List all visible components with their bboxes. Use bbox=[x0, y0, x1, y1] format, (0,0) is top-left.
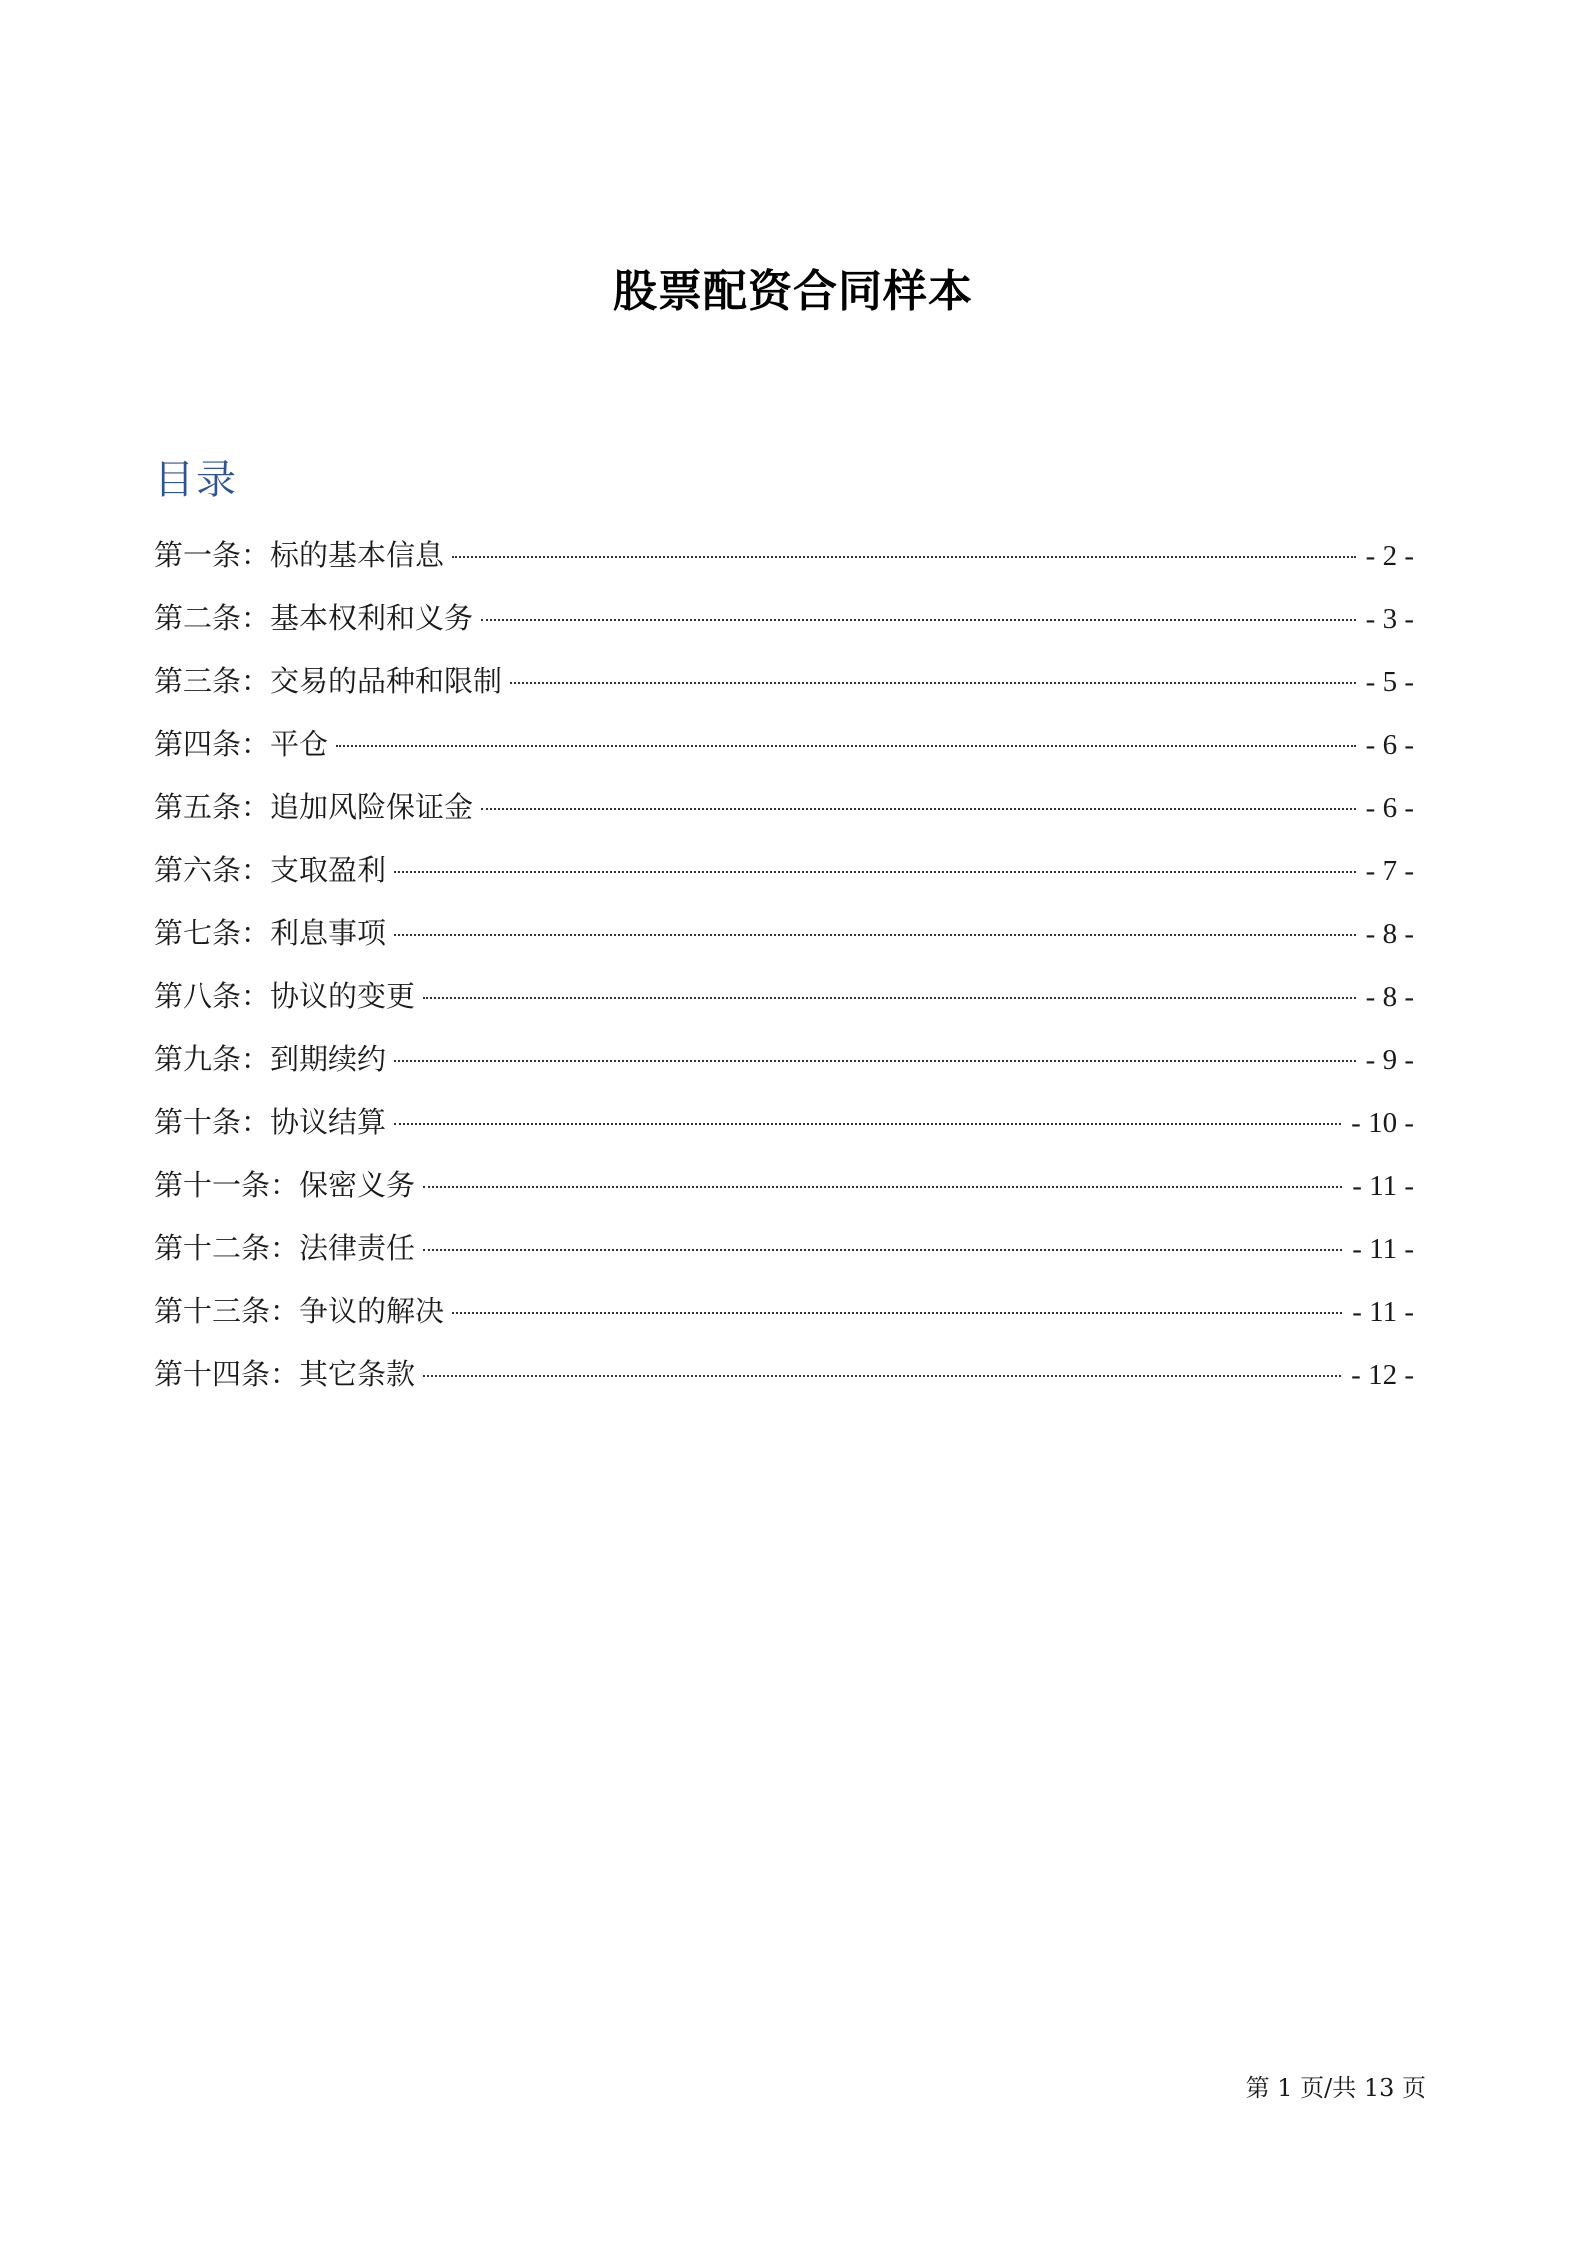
toc-entry-label: 第十一条：保密义务 bbox=[154, 1168, 416, 1202]
toc-entry-1[interactable] bbox=[154, 524, 1414, 587]
toc-entry-label: 第一条：标的基本信息 bbox=[154, 538, 445, 572]
toc-entry-page: - 10 - bbox=[1351, 1107, 1414, 1139]
toc-entry-6[interactable] bbox=[154, 839, 1414, 902]
toc-entry-page: - 7 - bbox=[1365, 855, 1414, 887]
toc-dot-leader bbox=[394, 1123, 1341, 1125]
toc-dot-leader bbox=[510, 682, 1356, 684]
toc-dot-leader bbox=[394, 1060, 1356, 1062]
page-number-footer: 第 1 页/共 13 页 bbox=[1245, 2074, 1426, 2102]
toc-dot-leader bbox=[423, 1186, 1342, 1188]
toc-entry-label: 第二条：基本权利和义务 bbox=[154, 601, 474, 635]
toc-entry-5[interactable] bbox=[154, 776, 1414, 839]
toc-dot-leader bbox=[394, 871, 1356, 873]
toc-dot-leader bbox=[423, 1375, 1341, 1377]
toc-entry-9[interactable] bbox=[154, 1028, 1414, 1091]
toc-entry-label: 第六条：支取盈利 bbox=[154, 853, 387, 887]
toc-dot-leader bbox=[394, 934, 1356, 936]
toc-entry-page: - 5 - bbox=[1365, 666, 1414, 698]
toc-entry-4[interactable] bbox=[154, 713, 1414, 776]
toc-entry-page: - 11 - bbox=[1352, 1170, 1414, 1202]
toc-dot-leader bbox=[423, 997, 1356, 999]
toc-entry-8[interactable] bbox=[154, 965, 1414, 1028]
toc-entry-label: 第十四条：其它条款 bbox=[154, 1357, 416, 1391]
toc-entry-label: 第十三条：争议的解决 bbox=[154, 1294, 445, 1328]
toc-entry-page: - 6 - bbox=[1365, 792, 1414, 824]
toc-entry-page: - 3 - bbox=[1365, 603, 1414, 635]
toc-dot-leader bbox=[423, 1249, 1342, 1251]
toc-entry-7[interactable] bbox=[154, 902, 1414, 965]
toc-dot-leader bbox=[481, 808, 1356, 810]
toc-entry-label: 第三条：交易的品种和限制 bbox=[154, 664, 503, 698]
toc-entry-12[interactable] bbox=[154, 1217, 1414, 1280]
toc-entry-page: - 6 - bbox=[1365, 729, 1414, 761]
document-title: 股票配资合同样本 bbox=[613, 266, 973, 317]
toc-entry-label: 第七条：利息事项 bbox=[154, 916, 387, 950]
toc-entry-label: 第十条：协议结算 bbox=[154, 1105, 387, 1139]
toc-entry-page: - 9 - bbox=[1365, 1044, 1414, 1076]
toc-entry-page: - 2 - bbox=[1365, 540, 1414, 572]
toc-entry-label: 第八条：协议的变更 bbox=[154, 979, 416, 1013]
toc-entry-page: - 8 - bbox=[1365, 981, 1414, 1013]
toc-entry-page: - 11 - bbox=[1352, 1296, 1414, 1328]
toc-dot-leader bbox=[336, 745, 1356, 747]
toc-entry-page: - 12 - bbox=[1351, 1359, 1414, 1391]
toc-entry-11[interactable] bbox=[154, 1154, 1414, 1217]
toc-entry-label: 第九条：到期续约 bbox=[154, 1042, 387, 1076]
table-of-contents bbox=[154, 524, 1414, 1406]
toc-entry-label: 第五条：追加风险保证金 bbox=[154, 790, 474, 824]
toc-dot-leader bbox=[452, 1312, 1342, 1314]
toc-entry-3[interactable] bbox=[154, 650, 1414, 713]
toc-entry-label: 第四条：平仓 bbox=[154, 727, 329, 761]
toc-dot-leader bbox=[481, 619, 1356, 621]
toc-entry-page: - 8 - bbox=[1365, 918, 1414, 950]
toc-entry-10[interactable] bbox=[154, 1091, 1414, 1154]
toc-entry-page: - 11 - bbox=[1352, 1233, 1414, 1265]
toc-entry-2[interactable] bbox=[154, 587, 1414, 650]
toc-entry-13[interactable] bbox=[154, 1280, 1414, 1343]
toc-dot-leader bbox=[452, 556, 1356, 558]
toc-entry-14[interactable] bbox=[154, 1343, 1414, 1406]
toc-heading: 目录 bbox=[154, 457, 238, 503]
toc-entry-label: 第十二条：法律责任 bbox=[154, 1231, 416, 1265]
